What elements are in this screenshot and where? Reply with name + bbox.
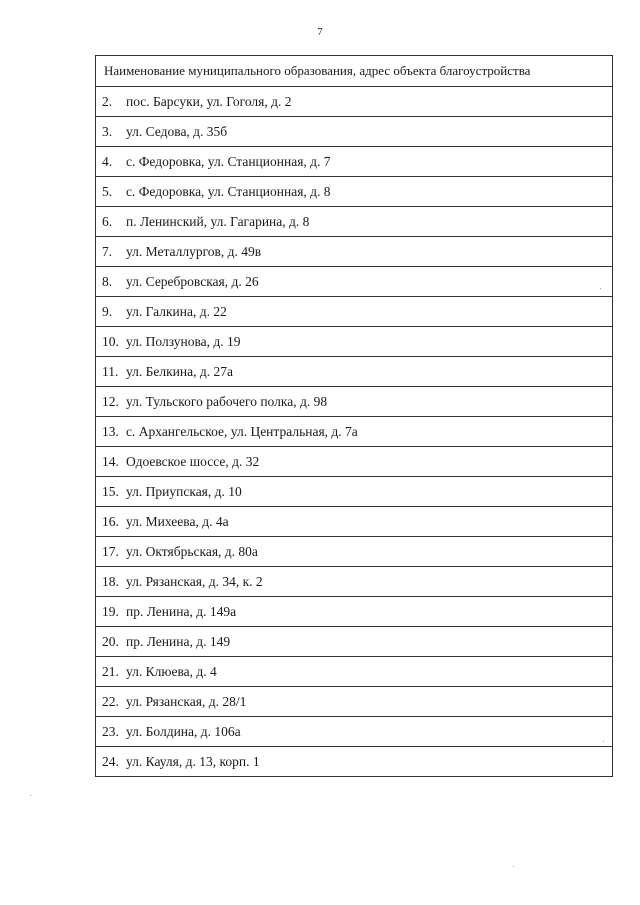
row-number: 17.	[102, 543, 119, 559]
row-number: 8.	[102, 273, 113, 289]
scan-speck	[513, 866, 514, 867]
row-number: 23.	[102, 723, 119, 739]
row-number: 4.	[102, 153, 113, 169]
address-text: с. Федоровка, ул. Станционная, д. 7	[126, 153, 331, 169]
address-text: п. Ленинский, ул. Гагарина, д. 8	[126, 213, 310, 229]
scan-speck	[30, 795, 31, 796]
address-text: ул. Кауля, д. 13, корп. 1	[126, 753, 260, 769]
address-text: ул. Рязанская, д. 34, к. 2	[126, 573, 263, 589]
address-cell	[96, 627, 613, 657]
address-cell	[96, 477, 613, 507]
address-text: с. Федоровка, ул. Станционная, д. 8	[126, 183, 331, 199]
row-number: 15.	[102, 483, 119, 499]
table-row	[96, 417, 613, 447]
address-text: пр. Ленина, д. 149а	[126, 603, 237, 619]
scan-speck	[603, 741, 604, 742]
row-number: 10.	[102, 333, 119, 349]
table-row	[96, 297, 613, 327]
address-cell	[96, 597, 613, 627]
row-number: 2.	[102, 93, 113, 109]
row-number: 24.	[102, 753, 119, 769]
address-text: ул. Рязанская, д. 28/1	[126, 693, 247, 709]
table-row	[96, 597, 613, 627]
table-row	[96, 327, 613, 357]
table-row	[96, 657, 613, 687]
address-cell	[96, 747, 613, 777]
table-row	[96, 627, 613, 657]
address-cell	[96, 507, 613, 537]
table-row	[96, 747, 613, 777]
row-number: 14.	[102, 453, 119, 469]
address-text: ул. Седова, д. 35б	[126, 123, 228, 139]
page-number: 7	[317, 26, 323, 38]
address-cell	[96, 537, 613, 567]
address-cell	[96, 117, 613, 147]
table-row	[96, 477, 613, 507]
address-cell	[96, 207, 613, 237]
scan-speck	[600, 288, 601, 289]
address-cell	[96, 447, 613, 477]
address-text: ул. Ползунова, д. 19	[126, 333, 241, 349]
row-number: 16.	[102, 513, 119, 529]
table-row	[96, 567, 613, 597]
address-text: ул. Клюева, д. 4	[126, 663, 217, 679]
address-cell	[96, 387, 613, 417]
address-text: с. Архангельское, ул. Центральная, д. 7а	[126, 423, 358, 439]
table-row	[96, 237, 613, 267]
row-number: 13.	[102, 423, 119, 439]
row-number: 19.	[102, 603, 119, 619]
row-number: 11.	[102, 363, 119, 379]
address-cell	[96, 327, 613, 357]
table-row	[96, 387, 613, 417]
address-text: Одоевское шоссе, д. 32	[126, 453, 260, 469]
row-number: 21.	[102, 663, 119, 679]
row-number: 9.	[102, 303, 113, 319]
row-number: 12.	[102, 393, 119, 409]
address-text: ул. Серебровская, д. 26	[126, 273, 259, 289]
address-table	[95, 55, 613, 777]
table-row	[96, 717, 613, 747]
address-cell	[96, 567, 613, 597]
table-row	[96, 117, 613, 147]
table-row	[96, 177, 613, 207]
address-text: ул. Октябрьская, д. 80а	[126, 543, 258, 559]
row-number: 18.	[102, 573, 119, 589]
table-header: Наименование муниципального образования, адрес объекта благоустройства	[96, 56, 613, 87]
table-body	[96, 87, 613, 777]
address-text: пр. Ленина, д. 149	[126, 633, 231, 649]
address-text: ул. Галкина, д. 22	[126, 303, 227, 319]
table-row	[96, 267, 613, 297]
address-cell	[96, 687, 613, 717]
address-cell	[96, 417, 613, 447]
address-cell	[96, 657, 613, 687]
table-row	[96, 447, 613, 477]
address-cell	[96, 357, 613, 387]
row-number: 6.	[102, 213, 113, 229]
address-text: ул. Металлургов, д. 49в	[126, 243, 262, 259]
address-cell	[96, 267, 613, 297]
table-row	[96, 147, 613, 177]
table-row	[96, 87, 613, 117]
address-cell	[96, 87, 613, 117]
row-number: 22.	[102, 693, 119, 709]
table-row	[96, 207, 613, 237]
row-number: 20.	[102, 633, 119, 649]
address-cell	[96, 297, 613, 327]
table-row	[96, 507, 613, 537]
address-cell	[96, 147, 613, 177]
table-row	[96, 537, 613, 567]
address-text: ул. Михеева, д. 4а	[126, 513, 229, 529]
address-text: ул. Приупская, д. 10	[126, 483, 242, 499]
address-text: пос. Барсуки, ул. Гоголя, д. 2	[126, 93, 292, 109]
table-header-row	[96, 56, 613, 87]
row-number: 5.	[102, 183, 113, 199]
address-text: ул. Болдина, д. 106а	[126, 723, 241, 739]
row-number: 7.	[102, 243, 113, 259]
address-text: ул. Тульского рабочего полка, д. 98	[126, 393, 328, 409]
address-cell	[96, 717, 613, 747]
address-cell	[96, 177, 613, 207]
address-cell	[96, 237, 613, 267]
table-row	[96, 687, 613, 717]
address-text: ул. Белкина, д. 27а	[126, 363, 233, 379]
table-row	[96, 357, 613, 387]
row-number: 3.	[102, 123, 113, 139]
